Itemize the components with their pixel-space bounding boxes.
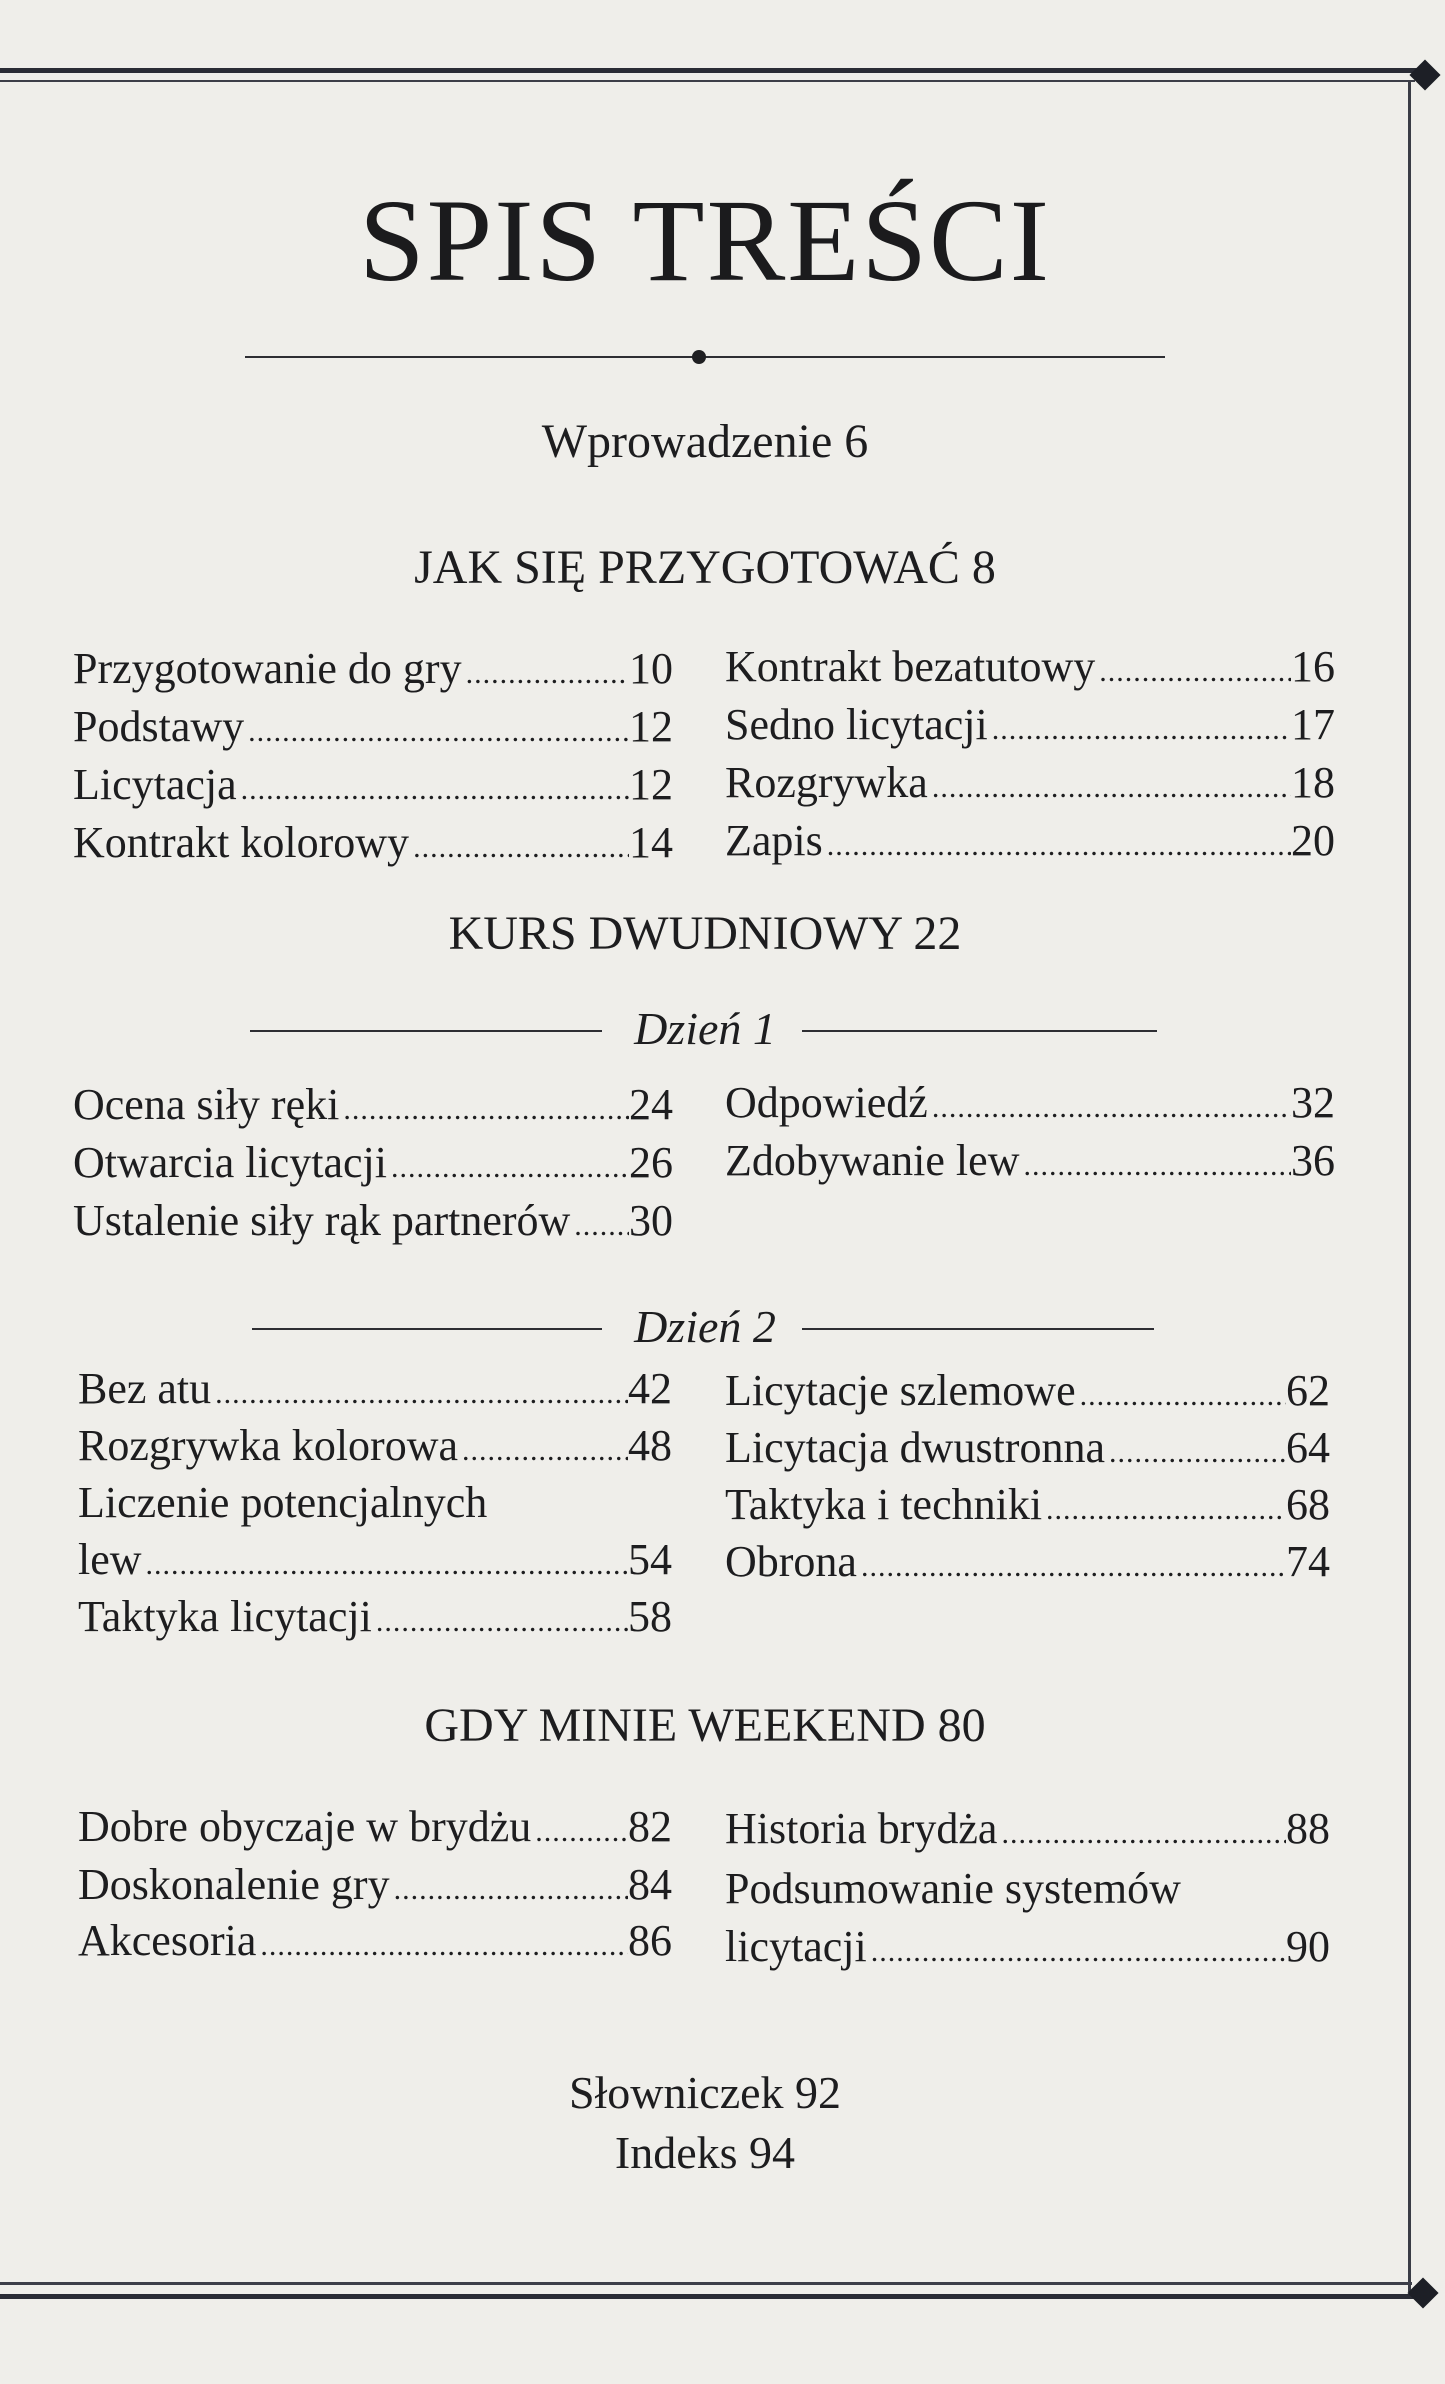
toc-entry: Doskonalenie gry ..... 84 [78, 1857, 672, 1918]
toc-entry: Otwarcia licytacji ..... 26 [73, 1135, 673, 1196]
toc-entry: Podsumowanie systemów [725, 1864, 1181, 1913]
toc-entry: Rozgrywka ..... 18 [725, 755, 1335, 816]
toc-entry: Taktyka i techniki ..... 68 [725, 1477, 1330, 1538]
toc-entry: lew ..... 54 [78, 1532, 672, 1593]
section-heading: GDY MINIE WEEKEND 80 [424, 1699, 986, 1752]
toc-entry: Podstawy ..... 12 [73, 699, 673, 760]
toc-entry: Przygotowanie do gry ..... 10 [73, 641, 673, 702]
glossary-entry: Słowniczek 92 [568, 2067, 842, 2118]
toc-entry: Rozgrywka kolorowa ..... 48 [78, 1418, 672, 1479]
corner-diamond-icon [1407, 2277, 1438, 2308]
index-entry: Indeks 94 [614, 2127, 796, 2178]
toc-entry: Licytacja dwustronna ..... 64 [725, 1420, 1330, 1481]
section-heading: KURS DWUDNIOWY 22 [448, 907, 962, 960]
toc-entry: Licytacja ..... 12 [73, 757, 673, 818]
toc-entry: Odpowiedź ..... 32 [725, 1075, 1335, 1136]
toc-entry: Liczenie potencjalnych [78, 1478, 488, 1527]
toc-entry: Obrona ..... 74 [725, 1534, 1330, 1595]
toc-entry: Akcesoria ..... 86 [78, 1913, 672, 1974]
toc-entry: Historia brydża ..... 88 [725, 1801, 1330, 1862]
toc-entry: Licytacje szlemowe ..... 62 [725, 1363, 1330, 1424]
toc-entry: Dobre obyczaje w brydżu ..... 82 [78, 1799, 672, 1860]
day-heading: Dzień 2 [634, 1301, 776, 1352]
frame-bottom-inner-rule [0, 2282, 1412, 2285]
frame-bottom-rule [0, 2294, 1418, 2299]
frame-top-inner-rule [0, 80, 1415, 82]
toc-entry: Kontrakt bezatutowy ..... 16 [725, 639, 1335, 700]
intro-entry: Wprowadzenie 6 [541, 415, 869, 468]
toc-entry: Taktyka licytacji ..... 58 [78, 1589, 672, 1650]
section-heading: JAK SIĘ PRZYGOTOWAĆ 8 [414, 541, 996, 594]
corner-diamond-icon [1409, 59, 1440, 90]
frame-right-rule [1408, 82, 1411, 2292]
day-divider-right [802, 1030, 1157, 1032]
toc-entry: Zdobywanie lew ..... 36 [725, 1133, 1335, 1194]
toc-entry: licytacji ..... 90 [725, 1919, 1330, 1980]
toc-entry: Kontrakt kolorowy ..... 14 [73, 815, 673, 876]
frame-top-rule [0, 68, 1420, 73]
divider-dot-icon [692, 350, 706, 364]
page-title: SPIS TREŚCI [358, 175, 1052, 306]
toc-entry: Sedno licytacji ..... 17 [725, 697, 1335, 758]
day-heading: Dzień 1 [634, 1003, 776, 1054]
toc-entry: Ocena siły ręki ..... 24 [73, 1077, 673, 1138]
toc-entry: Bez atu ..... 42 [78, 1361, 672, 1422]
toc-entry: Ustalenie siły rąk partnerów ..... 30 [73, 1193, 673, 1254]
day-divider-right [802, 1328, 1154, 1330]
toc-entry: Zapis ..... 20 [725, 813, 1335, 874]
